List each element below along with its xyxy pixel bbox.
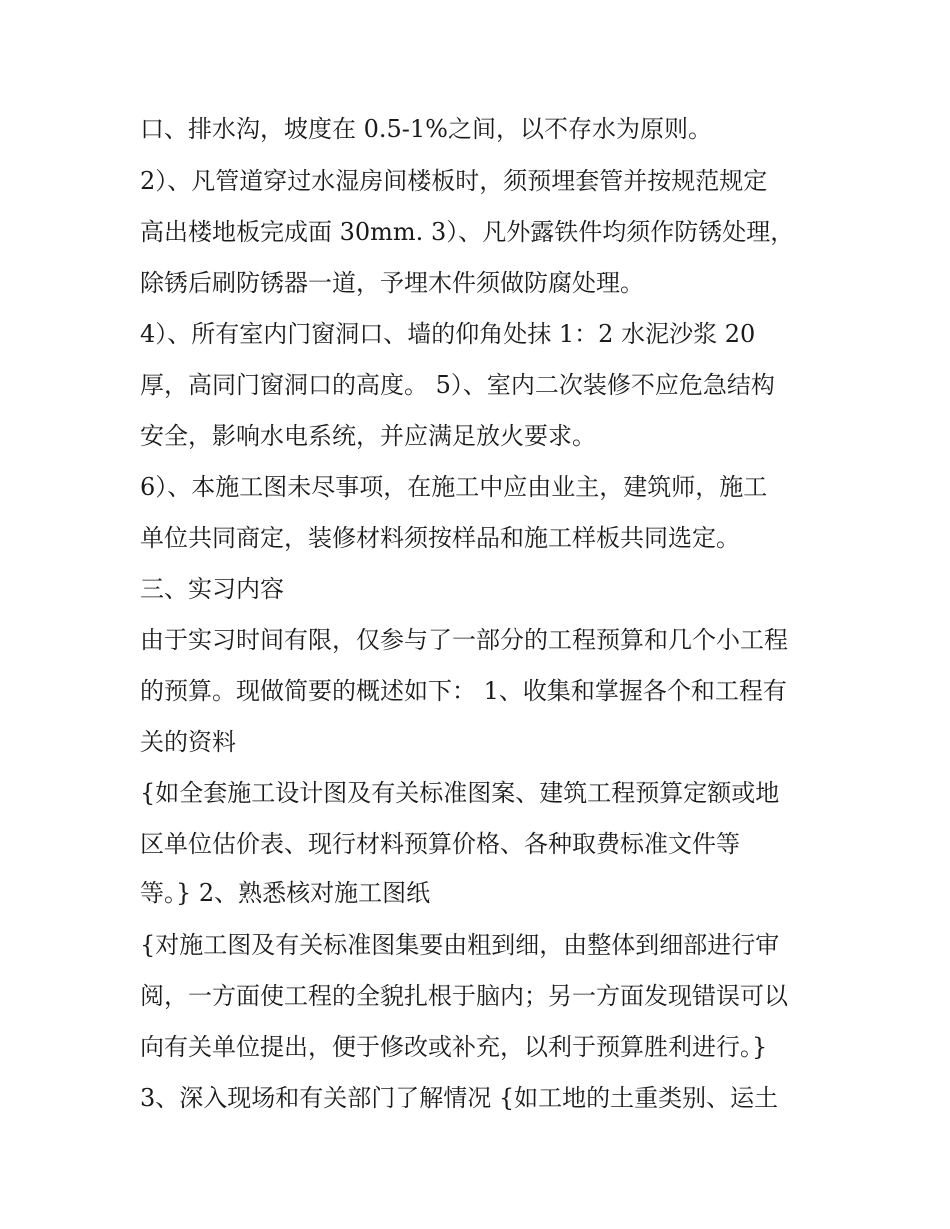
text-line: 区单位估价表、现行材料预算价格、各种取费标准文件等 <box>140 830 740 858</box>
text-line: 安全，影响水电系统，并应满足放火要求。 <box>140 422 596 450</box>
text-line: 6）、本施工图未尽事项，在施工中应由业主，建筑师，施工 <box>140 473 768 501</box>
text-line: 单位共同商定，装修材料须按样品和施工样板共同选定。 <box>140 524 740 552</box>
text-line: {对施工图及有关标准图集要由粗到细，由整体到细部进行审 <box>140 931 780 959</box>
text-line: 口、排水沟，坡度在 0.5-1%之间，以不存水为原则。 <box>140 115 712 143</box>
text-line: 高出楼地板完成面 30mm. 3）、凡外露铁件均须作防锈处理， <box>140 218 795 246</box>
section-heading: 三、实习内容 <box>140 575 284 603</box>
text-line: 由于实习时间有限，仅参与了一部分的工程预算和几个小工程 <box>140 626 788 654</box>
text-line: 向有关单位提出，便于修改或补充，以利于预算胜利进行。} <box>140 1033 768 1061</box>
text-line: 等。} 2、熟悉核对施工图纸 <box>140 879 431 907</box>
text-line: 除锈后刷防锈器一道，予埋木件须做防腐处理。 <box>140 269 644 297</box>
text-line: 阅，一方面使工程的全貌扎根于脑内；另一方面发现错误可以 <box>140 982 788 1010</box>
text-line: {如全套施工设计图及有关标准图案、建筑工程预算定额或地 <box>140 779 780 807</box>
text-line: 关的资料 <box>140 728 236 756</box>
text-line: 的预算。现做简要的概述如下： 1、收集和掌握各个和工程有 <box>140 677 787 705</box>
text-line: 3、深入现场和有关部门了解情况 {如工地的土重类别、运土 <box>140 1084 779 1112</box>
text-line: 厚，高同门窗洞口的高度。 5）、室内二次装修不应危急结构 <box>140 371 775 399</box>
text-line: 2）、凡管道穿过水湿房间楼板时，须预埋套管并按规范规定 <box>140 167 768 195</box>
text-line: 4）、所有室内门窗洞口、墙的仰角处抹 1：2 水泥沙浆 20 <box>140 320 756 348</box>
